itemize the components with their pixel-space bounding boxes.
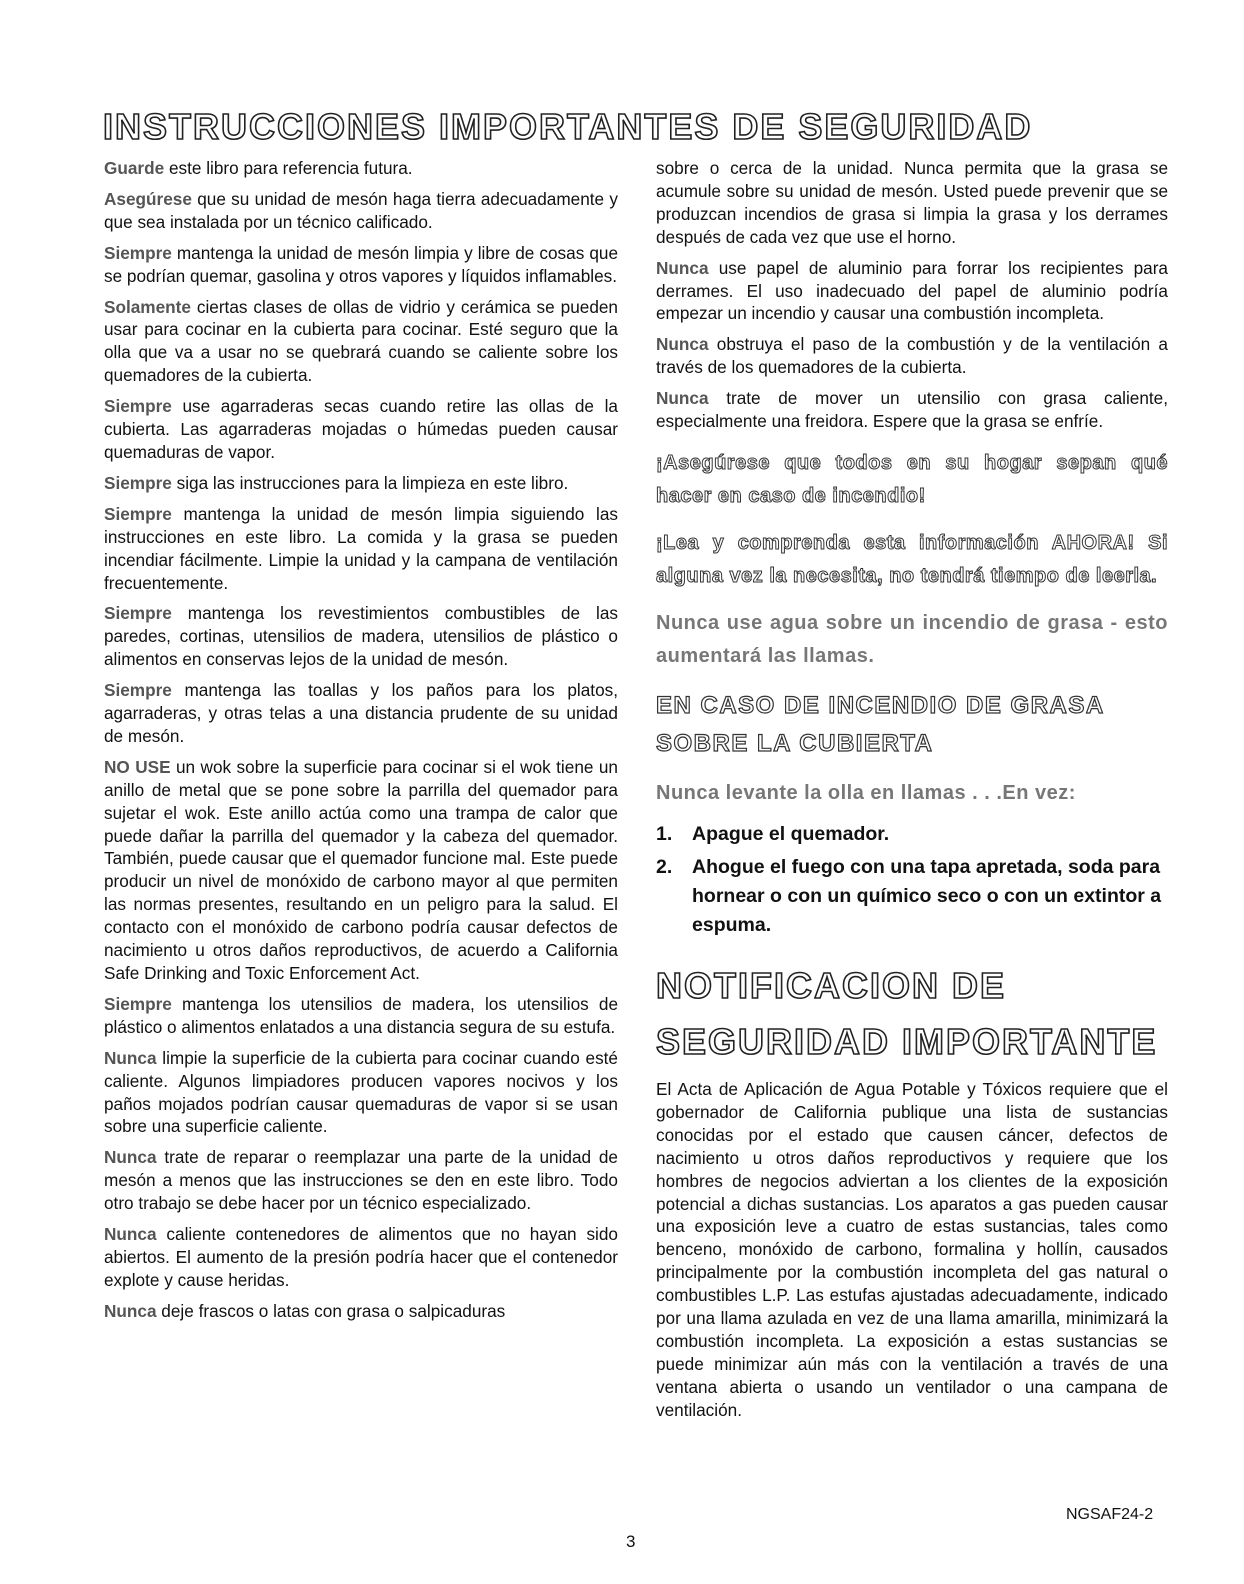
paragraph-text: ciertas clases de ollas de vidrio y cerámica se pueden usar para cocinar en la cubierta para cocinar. Esté seguro que la olla que va a usar no se quebrará cuando se caliente sobre los quemadores de la cubierta. [104,296,618,386]
notice-heading [656,958,1168,1070]
fire-steps-list [656,820,1168,940]
step-number: 2. [656,855,673,878]
read-now-callout: ¡Lea y comprenda esta información AHORA! Si alguna vez la necesita, no tendrá tiempo de leerla. [656,531,1168,587]
paragraph [104,1047,618,1139]
notice-text: El Acta de Aplicación de Agua Potable y Tóxicos requiere que el gobernador de California publique una lista de sustancias conocidas por el estado que causen cáncer, defectos de nacimiento u otros daños reproductivos y requiere que los hombres de negocios adviertan a los clientes de la exposición potencial a dichas sustancias. Los aparatos a gas pueden causar una exposición leve a cuatro de estas sustancias, tales como benceno, monóxido de carbono, formalina y hollín, causados principalmente por la combustión incompleta del gas natural o combustibles L.P. Las estufas ajustadas adecuadamente, indicado por una llama azulada en vez de una llama amarilla, minimizará la combustión incompleta. La exposición a estas sustancias se puede minimizar aún más con la ventilación a través de una ventana abierta o usando un ventilador o una campana de ventilación. [656,1078,1168,1420]
paragraph-lead: Solamente [104,296,191,317]
fire-step [656,820,1168,849]
step-number: 1. [656,822,673,845]
paragraph-text: mantenga los revestimientos combustibles de las paredes, cortinas, utensilios de madera, utensilios de plástico o alimentos en conservas lejos de la unidad de mesón. [104,603,618,670]
paragraph [104,1146,618,1215]
paragraph-text: mantenga la unidad de mesón limpia siguiendo las instrucciones en este libro. La comida y la grasa se pueden incendiar fácilmente. Limpie la unidad y la campana de ventilación frecuentemente. [104,503,618,593]
paragraph-text: que su unidad de mesón haga tierra adecuadamente y que sea instalada por un técnico calificado. [104,188,618,232]
paragraph [104,602,618,671]
paragraph [104,1223,618,1292]
paragraph-lead: Nunca [104,1147,157,1168]
paragraph-text: use papel de aluminio para forrar los recipientes para derrames. El uso inadecuado del papel de aluminio podría empezar un incendio y causar una combustión incompleta. [656,257,1168,324]
paragraph [656,257,1168,326]
paragraph-text: deje frascos o latas con grasa o salpicaduras [156,1300,506,1321]
document-code: NGSAF24-2 [1066,1506,1154,1523]
paragraph [104,756,618,985]
paragraph-text: mantenga la unidad de mesón limpia y libre de cosas que se podrían quemar, gasolina y otros vapores y líquidos inflamables. [104,242,618,286]
paragraph-lead: Siempre [104,603,172,624]
paragraph [104,242,618,288]
paragraph [104,472,618,495]
step-text: Ahogue el fuego con una tapa apretada, soda para hornear o con un químico seco o con un extintor a espuma. [692,855,1162,936]
paragraph-lead: Nunca [656,334,709,355]
notice-heading-line: NOTIFICACION DE [656,964,1006,1006]
paragraph-text: use agarraderas secas cuando retire las ollas de la cubierta. Las agarraderas mojadas o húmedas pueden causar quemaduras de vapor. [104,396,618,462]
paragraph [104,296,618,388]
paragraph [104,157,618,180]
paragraph [656,387,1168,433]
paragraph [104,993,618,1039]
page-number: 3 [626,1532,636,1551]
paragraph-text: siga las instrucciones para la limpieza en este libro. [171,472,569,493]
fire-awareness-callout: ¡Asegúrese que todos en su hogar sepan qué hacer en caso de incendio! [656,451,1168,507]
paragraph-lead: Siempre [104,396,172,417]
paragraph [104,395,618,464]
paragraph-lead: Asegúrese [104,188,192,209]
paragraph [104,679,618,748]
left-column [104,157,618,1331]
paragraph-text: obstruya el paso de la combustión y de la ventilación a través de los quemadores de la cubierta. [656,334,1168,378]
paragraph [104,188,618,234]
paragraph [104,503,618,595]
no-water-callout: Nunca use agua sobre un incendio de grasa - esto aumentará las llamas. [656,611,1168,667]
step-text: Apague el quemador. [692,822,890,845]
paragraph-lead: NO USE [104,756,171,777]
paragraph-lead: Siempre [104,503,172,524]
paragraph-lead: Siempre [104,472,172,493]
page-title: INSTRUCCIONES IMPORTANTES DE SEGURIDAD [103,106,1033,147]
paragraph-text: este libro para referencia futura. [164,158,413,178]
paragraph-lead: Nunca [104,1224,157,1245]
paragraph-lead: Guarde [104,158,165,178]
grease-fire-heading: EN CASO DE INCENDIO DE GRASA SOBRE LA CUBIERTA [656,691,1104,757]
fire-step [656,853,1168,940]
paragraph-text: mantenga los utensilios de madera, los utensilios de plástico o alimentos enlatados a una distancia segura de su estufa. [104,993,618,1037]
paragraph-lead: Nunca [656,257,709,278]
paragraph-lead: Nunca [104,1300,157,1321]
right-column [656,157,1168,1430]
paragraph-lead: Nunca [656,388,709,409]
paragraph-text: trate de mover un utensilio con grasa caliente, especialmente una freidora. Espere que la grasa se enfríe. [656,388,1168,432]
paragraph-text: trate de reparar o reemplazar una parte de la unidad de mesón a menos que las instrucciones se den en este libro. Todo otro trabajo se debe hacer por un técnico especializado. [104,1147,618,1214]
paragraph-lead: Siempre [104,993,172,1014]
notice-heading-line: SEGURIDAD IMPORTANTE [656,1020,1158,1062]
paragraph-lead: Siempre [104,680,172,701]
grease-fire-intro: Nunca levante la olla en llamas . . .En vez: [656,781,1076,804]
paragraph-text: un wok sobre la superficie para cocinar si el wok tiene un anillo de metal que se pone sobre la parrilla del quemador para sujetar el wok. Este anillo actúa como una trampa de calor que puede dañar la parrilla del quemador y la cabeza del quemador. También, puede causar que el quemador funcione mal. Este puede producir un nivel de monóxido de carbono mayor al que permiten las normas presentes, resultando en un peligro para la salud. El contacto con el monóxido de carbono podría causar defectos de nacimiento u otros daños reproductivos, de acuerdo a California Safe Drinking and Toxic Enforcement Act. [104,756,618,983]
paragraph-lead: Nunca [104,1047,157,1068]
paragraph-text: limpie la superficie de la cubierta para cocinar cuando esté caliente. Algunos limpiadores producen vapores nocivos y los paños mojados podrían causar quemaduras de vapor si se usan sobre una superficie caliente. [104,1047,618,1137]
paragraph [104,1300,618,1323]
paragraph-text: caliente contenedores de alimentos que no hayan sido abiertos. El aumento de la presión podría hacer que el contenedor explote y cause heridas. [104,1224,618,1290]
continuation-paragraph: sobre o cerca de la unidad. Nunca permita que la grasa se acumule sobre su unidad de mesón. Usted puede prevenir que se produzcan incendios de grasa si limpia la grasa y los derrames después de cada vez que use el horno. [656,158,1168,247]
paragraph-text: mantenga las toallas y los paños para los platos, agarraderas, y otras telas a una distancia prudente de su unidad de mesón. [104,680,618,746]
paragraph [656,333,1168,379]
paragraph-lead: Siempre [104,242,172,263]
